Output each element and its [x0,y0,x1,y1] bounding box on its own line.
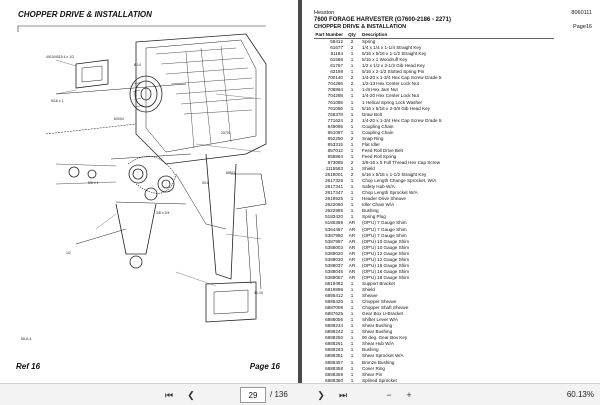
description-cell: 90 deg. Gear Box Key [362,335,408,341]
qty-cell: 1 [350,202,354,208]
description-cell: Snap Ring [362,135,384,141]
qty-cell: 2 [350,159,354,165]
part-number-cell: 771624 [327,117,343,123]
left-page[interactable] [0,0,298,383]
part-number-cell: 704288 [327,93,343,99]
part-number-cell: 708864 [327,87,343,93]
description-cell: Shear Sprocket W/A [362,353,404,359]
ref-label: Ref 16 [16,362,41,371]
qty-cell: 1 [350,347,354,353]
part-number-cell: 5388037 [325,262,343,268]
description-cell: (OP'U) 12 Gauge Shim [362,250,410,256]
qty-cell: 1 [350,353,354,359]
page-reference: Page16 [573,24,592,30]
description-cell: Support Bracket [362,280,395,286]
parts-table-header [314,32,554,39]
page-number-input[interactable] [240,387,266,403]
description-cell: 1/2 x 1/2 x 2-1/2 Gib Head Key [362,63,425,69]
description-cell: Bushing [362,347,379,353]
part-number-cell: 2619525 [325,196,343,202]
part-number-cell: 2622060 [325,202,343,208]
callout-label: 60004 [114,117,124,121]
zoom-in-icon[interactable]: + [406,390,412,400]
callout-label: 5/16 x 1 [51,99,64,103]
part-number-cell: 704286 [327,81,343,87]
description-cell: 5/16 x 1 Woodruff Key [362,57,408,63]
description-cell: Shield [362,286,375,292]
callout-label: 5/8 x 1 [88,181,99,185]
qty-cell: 2 [350,172,354,178]
part-number-cell: 5388003 [325,244,343,250]
qty-cell: 1 [350,69,354,75]
qty-cell: 1 [350,280,354,286]
qty-cell: 1 [350,153,354,159]
description-cell: Spring Plug [362,214,386,220]
qty-cell: AR [348,268,356,274]
document-number: 8060111 [571,10,592,16]
qty-cell: 1 [350,359,354,365]
part-number-cell: 6888261 [325,341,343,347]
qty-cell: 1 [350,166,354,172]
description-cell: 5/16 x 5/16 x 1-1/2 Straight Key [362,172,427,178]
qty-cell: 1 [350,51,354,57]
qty-cell: 2 [350,81,354,87]
description-cell: Shield [362,166,375,172]
part-number-cell: 6888360 [325,377,343,383]
description-cell: Bronze Bushing [362,359,395,365]
section-title: CHOPPER DRIVE & INSTALLATION [314,24,407,30]
prev-page-icon[interactable]: ❮ [187,390,195,400]
qty-cell: 2 [350,135,354,141]
description-cell: 1/2-13 Hex Center Lock Nut [362,81,419,87]
description-cell: Feed Roll Spring [362,153,397,159]
description-cell: 3/8-16 x 5 Full Thread Hex Cap Screw [362,159,441,165]
qty-cell: 1 [350,208,354,214]
qty-cell: 1 [350,214,354,220]
qty-cell: 1 [350,141,354,147]
part-number-cell: 61586 [330,57,343,63]
qty-cell: 1 [350,147,354,153]
part-number-cell: 766378 [327,111,343,117]
description-cell: Spring [362,39,376,45]
callout-label: 41-10 [254,291,263,295]
description-cell: Shear Bushing [362,329,393,335]
part-number-cell: 6887008 [325,305,343,311]
column-header: Description [362,32,388,37]
description-cell: 1 Helical Spring Lock Washer [362,99,423,105]
part-number-cell: 2618001 [325,172,343,178]
diagram-title: CHOPPER DRIVE & INSTALLATION [18,10,152,19]
description-cell: Coupling Chain [362,123,394,129]
part-number-cell: 700140 [327,75,343,81]
part-number-cell: 2617325 [325,178,343,184]
part-number-cell: 853315 [327,141,343,147]
description-cell: (OP'U) 7 Gauge Shim [362,220,407,226]
part-number-cell: 5388030 [325,256,343,262]
description-cell: Draw Bolt [362,111,382,117]
part-number-cell: 851087 [327,129,343,135]
part-number-cell: 761085 [327,99,343,105]
part-number-cell: 5388045 [325,268,343,274]
qty-cell: 1 [350,93,354,99]
qty-cell: 1 [350,323,354,329]
next-page-icon[interactable]: ❯ [317,390,325,400]
part-number-cell: 761086 [327,105,343,111]
description-cell: Splined Sprocket [362,377,397,383]
callout-label: 1/2 [66,251,71,255]
part-number-cell: 6888293 [325,347,343,353]
qty-cell: 1 [350,341,354,347]
part-number-cell: 5364467 [325,226,343,232]
qty-cell: 2 [350,117,354,123]
part-number-cell: 5387997 [325,238,343,244]
description-cell: Header Drive Sheave [362,196,406,202]
qty-cell: AR [348,244,356,250]
part-number-cell: 5388020 [325,250,343,256]
description-cell: (OP'U) 16 Gauge Shim [362,268,410,274]
part-number-cell: 849095 [327,123,343,129]
qty-cell: 1 [350,196,354,202]
description-cell: Chopper Shaft Sheave [362,305,409,311]
description-cell: Chop Length Sprocket W/A [362,190,418,196]
description-cell: Coupling Chain [362,129,394,135]
callout-label: 88511 [226,171,236,175]
callout-label: 3/8 x 3/4 [156,211,170,215]
qty-cell: AR [348,274,356,280]
description-cell: (OP'U) 18 Gauge Shim [362,274,410,280]
description-cell: Flat Idler [362,141,380,147]
description-cell: Bushing [362,208,379,214]
qty-cell: 2 [350,39,354,45]
total-pages: / 136 [270,390,288,399]
part-number-cell: 5387980 [325,232,343,238]
exploded-parts-diagram [16,24,282,346]
column-header: Qty [348,32,356,37]
qty-cell: 1 [350,377,354,383]
model-title: 7600 FORAGE HARVESTER (G7600-2186 - 2271) [314,17,451,23]
qty-cell: AR [348,220,356,226]
qty-cell: AR [348,238,356,244]
qty-cell: 2 [350,75,354,81]
company-name: Hesston [314,10,335,16]
description-cell: (OP'U) 7 Gauge Shim [362,232,407,238]
description-cell: (OP'U) 10 Gauge Shim [362,244,410,250]
part-number-cell: 873089 [327,159,343,165]
callout-label: 20701 [221,131,231,135]
right-page[interactable] [302,0,600,383]
description-cell: Sheave [362,293,378,299]
description-cell: (OP'U) 12 Gauge Shim [362,256,410,262]
description-cell: 1-/8 Hex Jam Nut [362,87,398,93]
qty-cell: AR [348,226,356,232]
part-number-cell: 6885412 [325,293,343,299]
description-cell: Safety Hub W/A [362,184,395,190]
qty-cell: 1 [350,305,354,311]
qty-cell: AR [348,232,356,238]
part-number-cell: 2617347 [325,190,343,196]
callout-label: 8.14 [134,63,141,67]
part-number-cell: 6885420 [325,299,343,305]
qty-cell: 1 [350,111,354,117]
description-cell: (OP'U) 10 Gauge Shim [362,238,410,244]
qty-cell: AR [348,256,356,262]
qty-cell: 1 [350,371,354,377]
description-cell: 1/4 x 1/4 x 1-1/4 Straight Key [362,45,422,51]
callout-label: 4910/4015 4 x 1/2 [46,55,75,59]
left-page-footer [10,362,288,376]
description-cell: 1/4-20 x 1-3/4 Hex Cap Screw Grade 5 [362,75,442,81]
qty-cell: 1 [350,105,354,111]
part-number-cell: 858864 [327,153,343,159]
part-number-cell: 6887625 [325,311,343,317]
description-cell: 1/4-20 x 1-3/4 Hex Cap Screw Grade 5 [362,117,442,123]
part-number-cell: 6888242 [325,329,343,335]
part-number-cell: 1115583 [325,166,343,172]
last-page-icon[interactable]: ⏭ [338,390,348,400]
part-number-cell: 6888357 [325,359,343,365]
part-number-cell: 6888234 [325,323,343,329]
description-cell: Shear Bushing [362,323,393,329]
description-cell: Shear Hub W/A [362,341,394,347]
part-number-cell: 2617341 [325,184,343,190]
description-cell: Idler Chain W/A [362,202,395,208]
description-cell: 5/16 x 2-1/2 Slotted Spring Pin [362,69,425,75]
part-number-cell: 6888358 [325,365,343,371]
part-number-cell: 6888056 [325,317,343,323]
qty-cell: 1 [350,317,354,323]
qty-cell: 1 [350,293,354,299]
qty-cell: 1 [350,123,354,129]
description-cell: 1/4-20 Hex Center Lock Nut [362,93,419,99]
first-page-icon[interactable]: ⏮ [164,390,174,400]
part-number-cell: 6888351 [325,353,343,359]
part-number-cell: 852250 [327,135,343,141]
zoom-level[interactable]: 60.13% [566,390,594,399]
description-cell: (OP'U) 16 Gauge Shim [362,262,410,268]
description-cell: Shear Pin [362,371,383,377]
part-number-cell: 61677 [330,45,343,51]
description-cell: Chop Length Change Sprocket, W/A [362,178,437,184]
description-cell: Feed Roll Drive Belt [362,147,403,153]
qty-cell: 1 [350,299,354,305]
part-number-cell: 61767 [330,63,343,69]
qty-cell: 1 [350,311,354,317]
qty-cell: 1 [350,178,354,184]
qty-cell: 1 [350,329,354,335]
qty-cell: AR [348,262,356,268]
description-cell: 5/16 x 5/16 x 2-3/8 Gib Head Key [362,105,430,111]
callout-label: 55-A-4 [21,337,32,341]
part-number-cell: 63198 [330,69,343,75]
description-cell: Chopper Sheave [362,299,397,305]
part-number-cell: 2622985 [325,208,343,214]
part-number-cell: 6186389 [325,220,343,226]
qty-cell: 1 [350,129,354,135]
part-number-cell: 6819482 [325,280,343,286]
description-cell: (OP'U) 7 Gauge Shim [362,226,407,232]
part-number-cell: 58412 [330,39,343,45]
zoom-out-icon[interactable]: − [386,390,392,400]
part-number-cell: 857012 [327,147,343,153]
qty-cell: 1 [350,335,354,341]
qty-cell: 1 [350,286,354,292]
description-cell: 5/16 x 5/16 x 1-1/2 Straight Key [362,51,427,57]
part-number-cell: 6888359 [325,371,343,377]
description-cell: Gear Box U-Bracket [362,311,404,317]
pdf-toolbar [0,383,600,405]
part-number-cell: 61184 [330,51,343,57]
callout-label: 5/16 [202,181,209,185]
qty-cell: 1 [350,57,354,63]
part-number-cell: 6888250 [325,335,343,341]
qty-cell: 1 [350,63,354,69]
qty-cell: 1 [350,99,354,105]
part-number-cell: 5388067 [325,274,343,280]
part-number-cell: 6819898 [325,286,343,292]
parts-table [314,32,554,383]
qty-cell: AR [348,250,356,256]
description-cell: Cover Ring [362,365,385,371]
qty-cell: 1 [350,184,354,190]
qty-cell: 1 [350,87,354,93]
description-cell: Shifter Lever W/A [362,317,398,323]
qty-cell: 1 [350,190,354,196]
page-label: Page 16 [249,362,280,371]
qty-cell: 2 [350,45,354,51]
column-header: Part Number [315,32,343,37]
part-number-cell: 5183420 [325,214,343,220]
qty-cell: 1 [350,365,354,371]
